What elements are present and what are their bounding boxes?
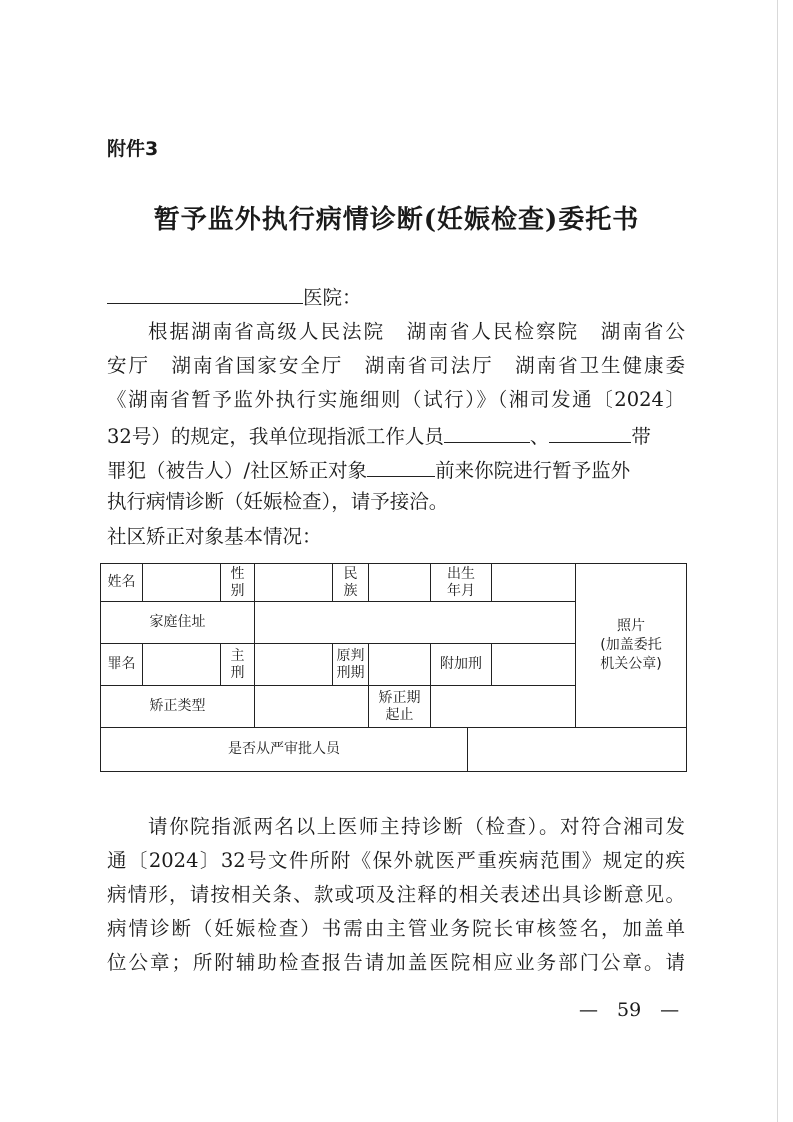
basic-info-table	[100, 563, 687, 772]
strict-approval-label: 是否从严审批人员	[101, 728, 468, 772]
gender-cell[interactable]	[255, 564, 333, 602]
para1-line-4-after: 带	[631, 425, 651, 448]
page-edge	[777, 0, 778, 1122]
para1-line-3: 《湖南省暂予监外执行实施细则（试行）》（湘司发通〔2024〕	[107, 388, 685, 411]
main-penalty-label: 主 刑	[221, 644, 255, 686]
para2-line-1: 请你院指派两名以上医师主持诊断（检查）。对符合湘司发	[148, 815, 685, 838]
correction-period-label: 矫正期 起止	[369, 686, 431, 728]
ethnicity-cell[interactable]	[369, 564, 431, 602]
page-number: — 59 —	[579, 999, 680, 1021]
crime-label: 罪名	[101, 644, 143, 686]
original-term-cell[interactable]	[369, 644, 431, 686]
para1-line-6: 执行病情诊断（妊娠检查），请予接洽。	[107, 490, 449, 513]
basic-info-label: 社区矫正对象基本情况：	[107, 525, 322, 548]
hospital-name-blank[interactable]	[107, 285, 303, 304]
staff-1-blank[interactable]	[444, 424, 530, 443]
para2-line-4: 病情诊断（妊娠检查）书需由主管业务院长审核签名，加盖单	[107, 917, 685, 940]
correction-type-cell[interactable]	[255, 686, 369, 728]
para1-line-5-before: 罪犯（被告人）/社区矫正对象	[107, 459, 368, 482]
para1-line-4	[107, 424, 651, 447]
hospital-suffix: 医院：	[303, 286, 362, 309]
crime-cell[interactable]	[143, 644, 221, 686]
para2-line-5: 位公章；所附辅助检查报告请加盖医院相应业务部门公章。请	[107, 951, 685, 974]
ethnicity-label: 民 族	[333, 564, 369, 602]
para1-line-4-before: 32号）的规定，我单位现指派工作人员	[107, 425, 444, 448]
annex-label: 附件3	[107, 138, 159, 160]
para1-line-5	[107, 458, 630, 481]
additional-penalty-cell[interactable]	[492, 644, 576, 686]
original-term-label: 原判 刑期	[333, 644, 369, 686]
hospital-line	[107, 285, 362, 308]
strict-approval-cell[interactable]	[468, 728, 687, 772]
address-label: 家庭住址	[101, 602, 255, 644]
para1-line-2: 安厅 湖南省国家安全厅 湖南省司法厅 湖南省卫生健康委	[107, 354, 685, 377]
document-title: 暂予监外执行病情诊断(妊娠检查)委托书	[153, 205, 640, 235]
birth-cell[interactable]	[492, 564, 576, 602]
photo-cell[interactable]: 照片 (加盖委托 机关公章)	[576, 564, 687, 728]
correction-type-label: 矫正类型	[101, 686, 255, 728]
para2-line-3: 病情形，请按相关条、款或项及注释的相关表述出具诊断意见。	[107, 883, 685, 906]
additional-penalty-label: 附加刑	[431, 644, 492, 686]
main-penalty-cell[interactable]	[255, 644, 333, 686]
staff-2-blank[interactable]	[549, 424, 631, 443]
subject-blank[interactable]	[367, 458, 435, 477]
address-cell[interactable]	[255, 602, 576, 644]
name-label: 姓名	[101, 564, 143, 602]
gender-label: 性 别	[221, 564, 255, 602]
para1-line-1: 根据湖南省高级人民法院 湖南省人民检察院 湖南省公	[148, 320, 685, 343]
para2-line-2: 通〔2024〕32号文件所附《保外就医严重疾病范围》规定的疾	[107, 849, 685, 872]
para1-line-4-mid: 、	[529, 425, 550, 448]
birth-label: 出生 年月	[431, 564, 492, 602]
para1-line-5-after: 前来你院进行暂予监外	[435, 459, 631, 482]
correction-period-cell[interactable]	[431, 686, 576, 728]
name-cell[interactable]	[143, 564, 221, 602]
